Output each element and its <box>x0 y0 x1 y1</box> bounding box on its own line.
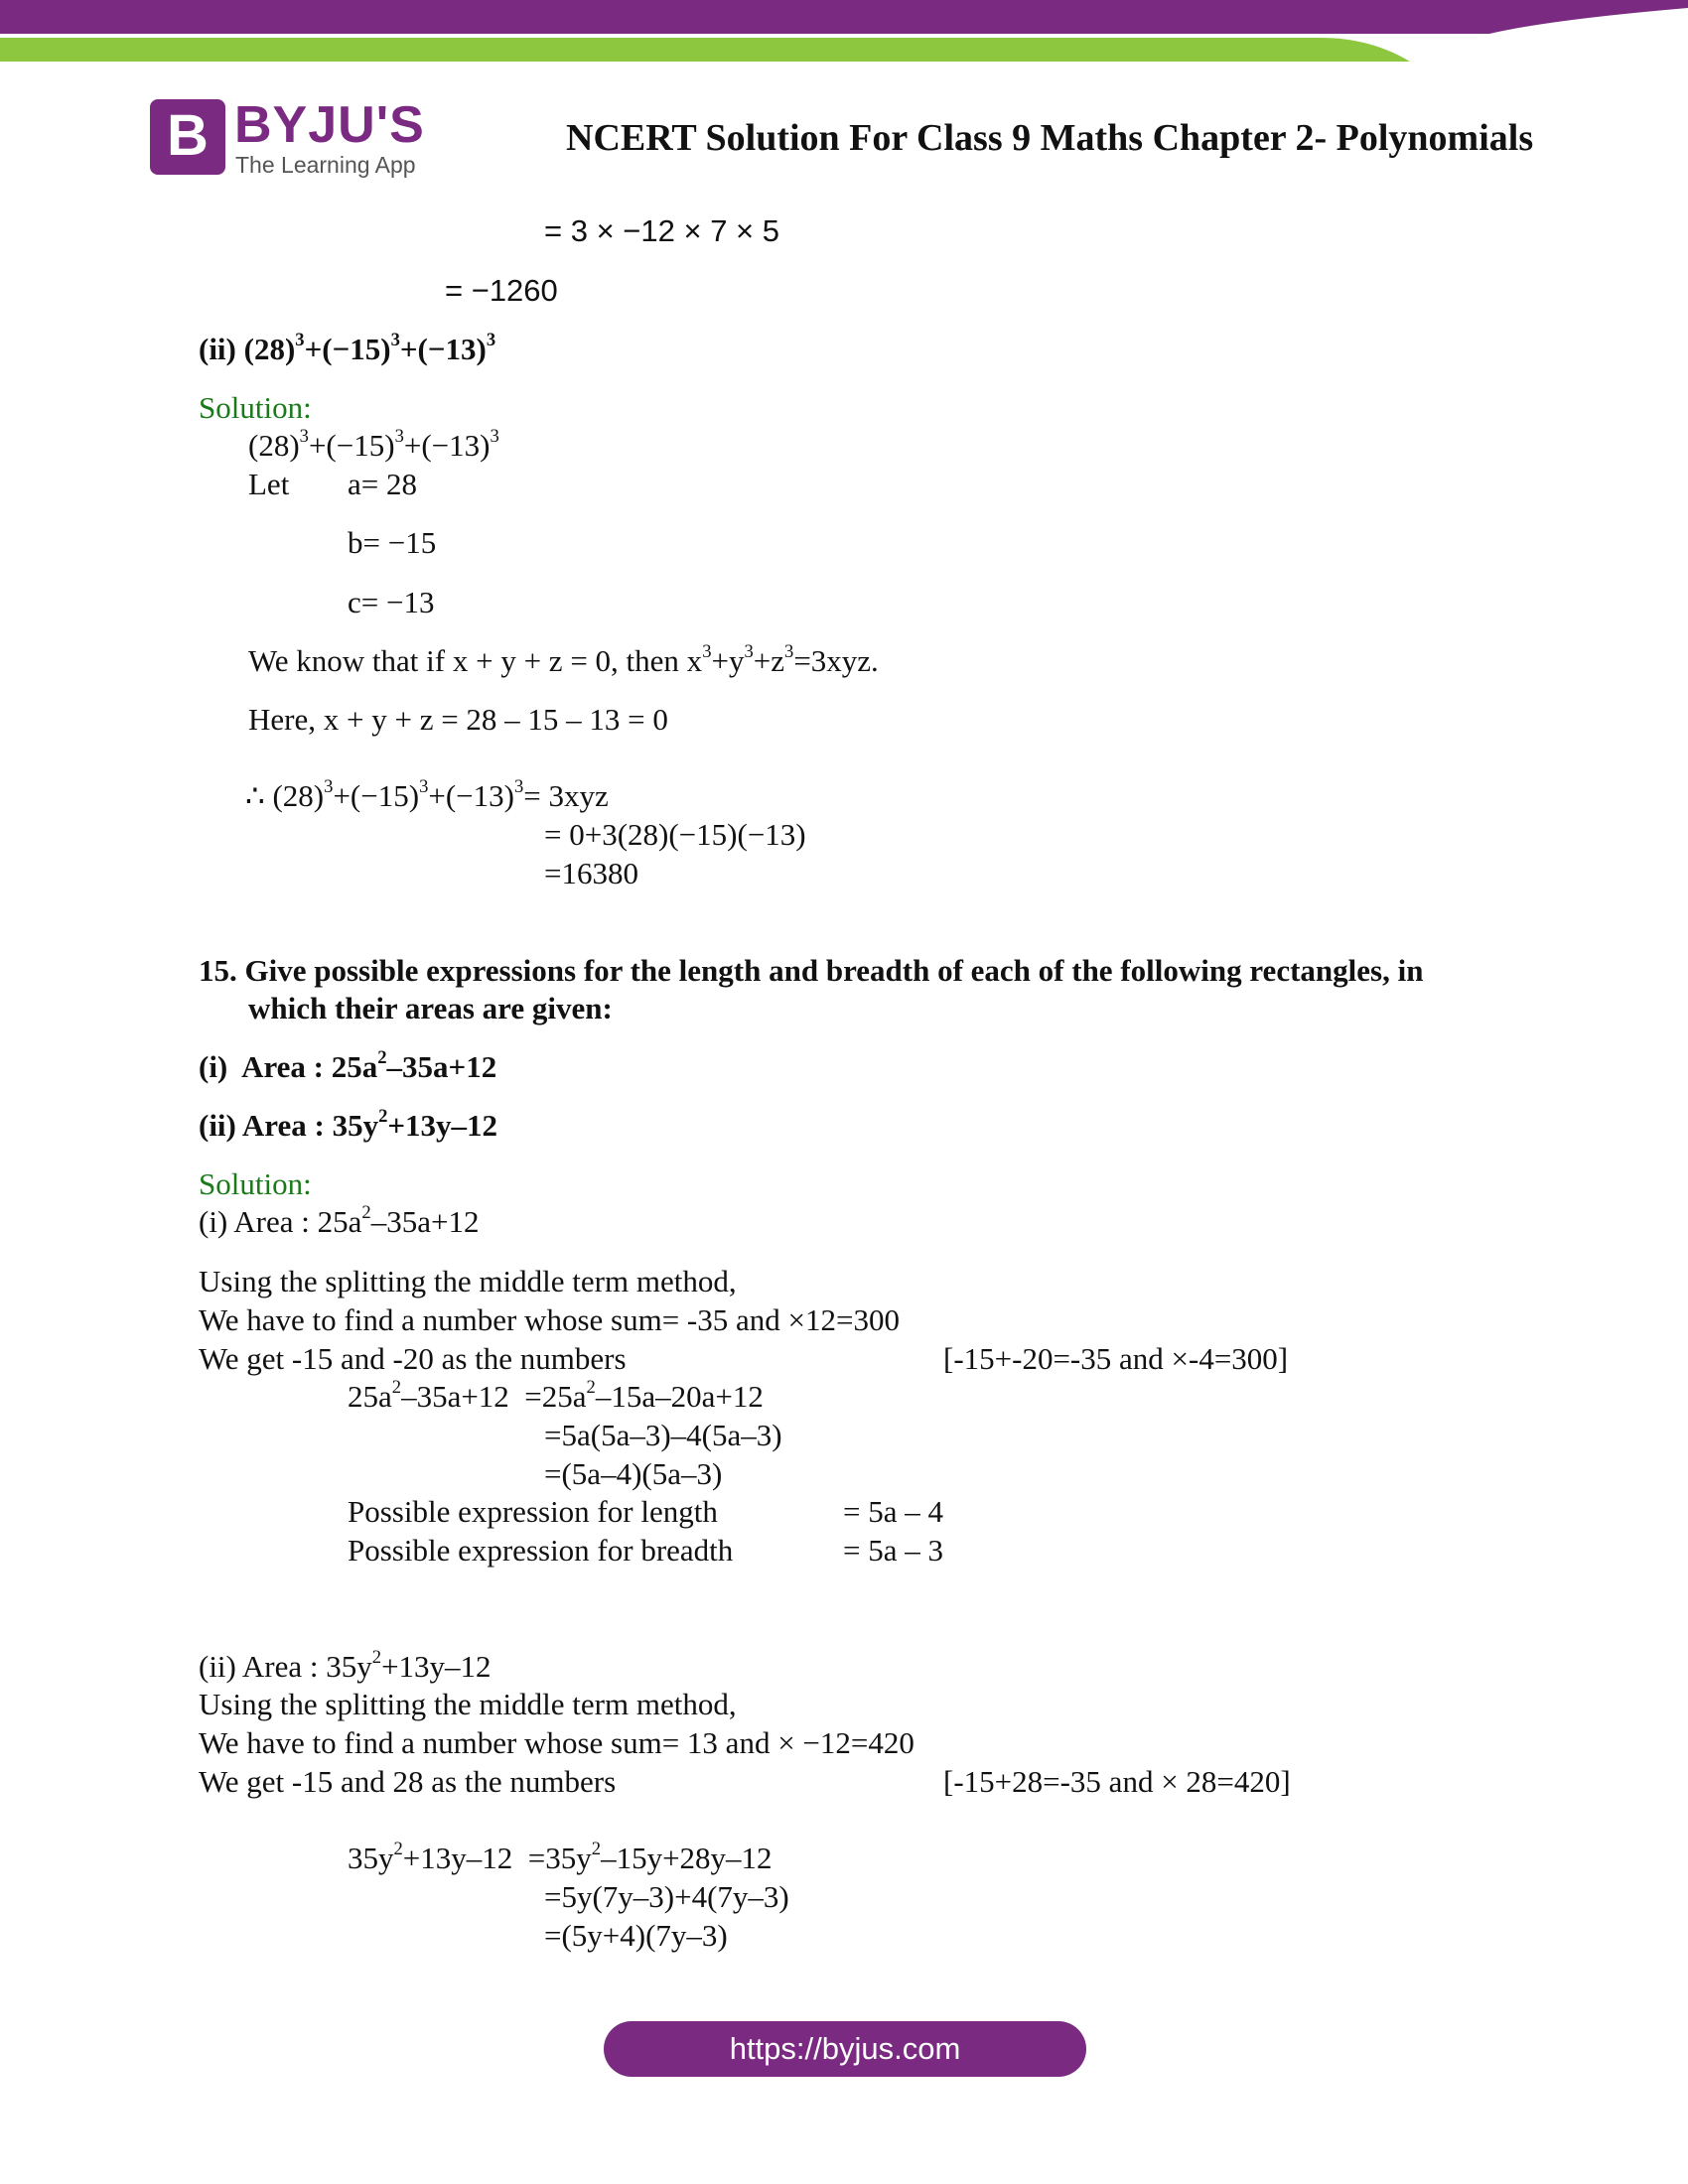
a-value: a= 28 <box>348 467 417 501</box>
factor-result: =(5y+4)(7y–3) <box>544 1918 728 1953</box>
purple-bar <box>0 0 1688 34</box>
therefore-symbol: ∴ <box>245 778 265 813</box>
brand-name: BYJU'S <box>234 96 425 154</box>
area-heading: (ii) Area : 35y <box>199 1649 372 1684</box>
numbers-text: We get -15 and 28 as the numbers <box>199 1764 617 1799</box>
factor-line: $35y^2+13y-12 =35y^2-15y+28y-12$ <box>348 1839 773 1875</box>
factor-step: =5a(5a–3)–4(5a–3) <box>544 1418 782 1452</box>
identity-tail: =3xyz. <box>793 643 879 678</box>
footer-url-link[interactable]: https://byjus.com <box>604 2021 1086 2077</box>
part-label: (ii) <box>199 332 236 366</box>
factor-line: $25a^2-35a+12 =25a^2-15a-20a+12$ <box>348 1377 764 1414</box>
therefore-line: ∴ $(28)^3+(-15)^3+(-13)^3= 3xyz$ <box>245 776 609 813</box>
question-15-text: 15. Give possible expressions for the length and breadth of each of the following rectangles, in <box>199 953 1424 988</box>
let-label: Let <box>248 467 290 501</box>
part-i-area: (i) Area : $25a^2-35a+12$ <box>199 1202 480 1239</box>
calc-line: = 3 × −12 × 7 × 5 <box>544 213 780 248</box>
green-bar <box>0 38 1410 62</box>
calc-result: =16380 <box>544 856 638 890</box>
solution-label: Solution: <box>199 390 312 425</box>
brand-tagline: The Learning App <box>235 152 416 178</box>
question-15-text-cont: which their areas are given: <box>248 991 613 1025</box>
numbers-text: We get -15 and -20 as the numbers <box>199 1341 627 1376</box>
length-value: = 5a – 4 <box>843 1494 943 1529</box>
expression: $(28)^3+(-15)^3+(-13)^3$ <box>248 426 499 463</box>
part-ii-heading: (ii) $(28)^3+(-15)^3+(-13)^3$ <box>199 330 496 366</box>
b-value: b= −15 <box>348 525 437 560</box>
length-label: Possible expression for length <box>348 1494 718 1529</box>
document-title: NCERT Solution For Class 9 Maths Chapter 2- Polynomials <box>566 117 1534 159</box>
find-text: We have to find a number whose sum= 13 and × −12=420 <box>199 1725 914 1760</box>
c-value: c= −13 <box>348 585 435 619</box>
header-decoration-bars <box>0 0 1688 62</box>
factor-result: =(5a–4)(5a–3) <box>544 1456 723 1491</box>
calc-step: = 0+3(28)(−15)(−13) <box>544 817 806 852</box>
part-label: (i) <box>199 1049 228 1084</box>
area-label: Area : <box>241 1108 325 1143</box>
method-text: Using the splitting the middle term method, <box>199 1687 737 1721</box>
breadth-value: = 5a – 3 <box>843 1533 943 1568</box>
sum-check: Here, x + y + z = 28 – 15 – 13 = 0 <box>248 702 668 737</box>
byjus-logo-letter: B <box>167 103 209 168</box>
method-text: Using the splitting the middle term method, <box>199 1264 737 1298</box>
solution-label: Solution: <box>199 1166 312 1201</box>
identity-statement: We know that if x + y + z = 0, then $x^3+y^3+z^3=3xyz$. <box>248 641 879 678</box>
part-ii-area: (ii) Area : $35y^2+13y-12$ <box>199 1647 492 1684</box>
part-i-heading: (i) Area : $25a^2-35a+12$ <box>199 1047 497 1084</box>
calc-result: = −1260 <box>445 273 558 308</box>
find-text: We have to find a number whose sum= -35 and ×12=300 <box>199 1302 900 1337</box>
part-ii-heading: (ii) Area : $35y^2+13y-12$ <box>199 1106 498 1143</box>
part-label: (ii) <box>199 1108 236 1143</box>
area-label: Area : <box>241 1049 324 1084</box>
breadth-label: Possible expression for breadth <box>348 1533 734 1568</box>
check-text: [-15+-20=-35 and ×-4=300] <box>943 1341 1289 1376</box>
factor-step: =5y(7y–3)+4(7y–3) <box>544 1879 789 1914</box>
therefore-tail: = 3xyz <box>523 778 609 813</box>
identity-text: We know that if x + y + z = 0, then x <box>248 643 703 678</box>
area-heading: (i) Area : 25a <box>199 1204 362 1239</box>
check-text: [-15+28=-35 and × 28=420] <box>943 1764 1291 1799</box>
